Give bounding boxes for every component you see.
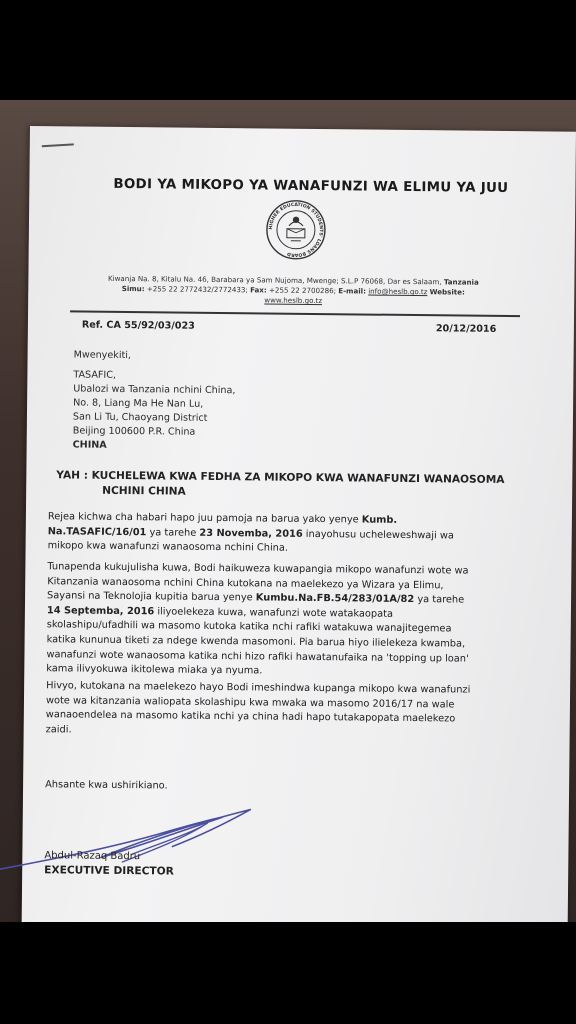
addressee-line: San Li Tu, Chaoyang District [72, 411, 208, 424]
paragraph-text: skolashipu/ufadhili wa masomo kutoka katika nchi rafiki watakuwa wanajitegemea [46, 619, 452, 635]
paragraph-text: Sayansi na Teknolojia kupitia barua yenye [47, 590, 256, 604]
addressee-org: TASAFIC, [73, 369, 117, 381]
signer-name: Abdul-Razaq Badru [44, 850, 141, 863]
paragraph-2 [46, 560, 527, 682]
fax-label: Fax: [250, 285, 267, 295]
subject-line-2: NCHINI CHINA [102, 484, 186, 498]
phone-label: Simu: [121, 284, 145, 294]
phone-value: +255 22 2772432/2772433; [146, 284, 248, 295]
letterhead-title: BODI YA MIKOPO YA WANAFUNZI WA ELIMU YA JUU [113, 176, 509, 197]
reference-number: Ref. CA 55/92/03/023 [81, 319, 195, 332]
salutation: Mwenyekiti, [73, 349, 132, 362]
paragraph-text: iliyoelekeza kuwa, wanafunzi wote watakaopata [154, 606, 394, 620]
paragraph-text: wote wa kitanzania waliopata skolashipu kwa mwaka wa masomo 2016/17 na wale [45, 694, 455, 711]
website-label: Website: [429, 287, 465, 297]
svg-text:HIGHER EDUCATION STUDENTS' LOA [268, 201, 325, 258]
reference-bold: Kumb. [361, 514, 398, 526]
website-link[interactable]: www.heslb.go.tz [264, 295, 323, 306]
paragraph-text: inayohusu ucheleweshwaji wa [302, 528, 454, 542]
paragraph-text: Kitanzania wanaosoma nchini China kutokana na maelekezo ya Wizara ya Elimu, [47, 575, 444, 591]
email-link[interactable]: info@heslb.go.tz [368, 286, 428, 297]
address-text: Kiwanja Na. 8, Kitalu Na. 46, Barabara ya Sam Nujoma, Mwenge; S.L.P 76068, Dar es Salaam, [107, 273, 442, 287]
paragraph-text: kama ilivyokuwa ikitolewa miaka ya nyuma. [46, 663, 263, 677]
board-seal-icon [265, 198, 328, 261]
paragraph-3 [46, 679, 527, 742]
letter-sheet [22, 126, 576, 922]
address-country: Tanzania [443, 277, 479, 287]
letter-date: 20/12/2016 [435, 323, 497, 335]
paragraph-1 [48, 510, 528, 559]
paragraph-text: zaidi. [45, 723, 72, 736]
addressee-block [73, 348, 236, 454]
addressee-country: CHINA [72, 439, 107, 451]
letterhead-contact [78, 274, 508, 309]
paragraph-text: wanafunzi wote wanaosoma katika nchi hizo rafiki hawatanufaika na 'topping up loan' [46, 648, 469, 665]
subject-line [56, 468, 504, 503]
addressee-line: Beijing 100600 P.R. China [72, 425, 196, 438]
closing-line: Ahsante kwa ushirikiano. [45, 779, 168, 792]
letterhead-divider [70, 310, 520, 317]
paragraph-text: Rejea kichwa cha habari hapo juu pamoja na barua yako yenye [47, 511, 362, 526]
date-bold: 23 Novemba, 2016 [199, 527, 303, 540]
paragraph-text: ya tarehe [414, 594, 465, 606]
paragraph-text: wanaoendelea na masomo katika nchi ya china hadi hapo tutakapopata maelekezo [45, 709, 456, 725]
pen-mark [42, 143, 74, 147]
email-label: E-mail: [338, 286, 367, 296]
paragraph-text: Tunapenda kukujulisha kuwa, Bodi haikuweza kuwapangia mikopo wanafunzi wote wa [47, 561, 469, 577]
fax-value: +255 22 2700286; [268, 285, 337, 296]
seal-text: HIGHER EDUCATION STUDENTS' LOANS BOARD [268, 202, 323, 257]
photo-background [0, 100, 576, 922]
addressee-line: No. 8, Liang Ma He Nan Lu, [73, 397, 204, 410]
reference-bold: Na.TASAFIC/16/01 [47, 525, 147, 538]
subject-line-1: YAH : KUCHELEWA KWA FEDHA ZA MIKOPO KWA WANAFUNZI WANAOSOMA [56, 469, 505, 486]
date-bold: 14 Septemba, 2016 [46, 604, 155, 618]
addressee-line: Ubalozi wa Tanzania nchini China, [73, 383, 236, 397]
reference-bold: Kumbu.Na.FB.54/283/01A/82 [255, 592, 415, 606]
signer-title: EXECUTIVE DIRECTOR [44, 864, 174, 878]
signer-block [44, 848, 174, 879]
paragraph-text: ya tarehe [146, 526, 200, 539]
paragraph-text: katika kununua tiketi za ndege kwenda masomoni. Pia barua hiyo ilielekeza kwamba, [46, 634, 466, 650]
paragraph-text: mikopo kwa wanafunzi wanaosoma nchini China. [47, 540, 289, 554]
paragraph-text: Hivyo, kutokana na maelekezo hayo Bodi imeshindwa kupanga mikopo kwa wanafunzi [46, 680, 471, 696]
